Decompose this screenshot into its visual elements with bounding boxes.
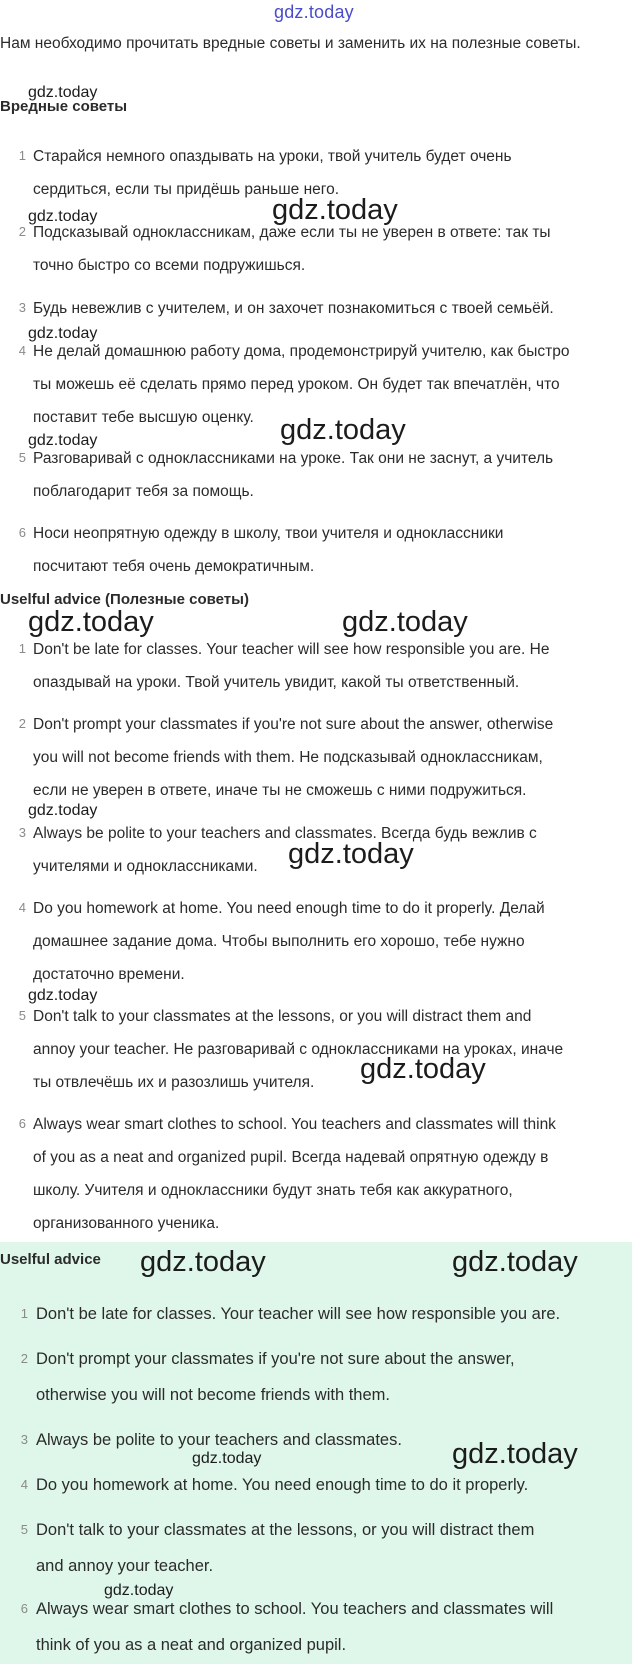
item-number: 5 (18, 1008, 26, 1023)
watermark: gdz.today (28, 802, 98, 819)
watermark: gdz.today (28, 325, 98, 342)
watermark: gdz.today (28, 606, 154, 638)
item-number: 5 (20, 1522, 28, 1537)
watermark: gdz.today (28, 432, 98, 449)
item-number: 1 (18, 148, 26, 163)
item-text: Do you homework at home. You need enough time to do it properly. (36, 1476, 529, 1494)
item-text: Don't be late for classes. Your teacher will see how responsible you are. Не опаздывай на уроки. Твой учитель увидит, какой ты ответственный. (33, 641, 550, 691)
item-text: Разговаривай с одноклассниками на уроке. Так они не заснут, а учитель поблагодарит тебя за помощь. (33, 450, 554, 500)
section-answer-title: Uselful advice (0, 1251, 101, 1268)
intro-text: Нам необходимо прочитать вредные советы и заменить их на полезные советы. (0, 35, 581, 52)
watermark: gdz.today (360, 1053, 486, 1085)
watermark: gdz.today (140, 1246, 266, 1278)
site-logo[interactable]: gdz.today (274, 2, 354, 22)
item-number: 4 (20, 1477, 28, 1492)
watermark: gdz.today (28, 84, 98, 101)
item-number: 2 (18, 224, 26, 239)
watermark: gdz.today (28, 208, 98, 225)
item-number: 3 (20, 1432, 28, 1447)
item-number: 6 (20, 1601, 28, 1616)
item-text: Always be polite to your teachers and classmates. (36, 1431, 402, 1449)
watermark: gdz.today (280, 414, 406, 446)
item-text: Don't talk to your classmates at the lessons, or you will distract them and annoy your teacher. Не разговаривай с одноклассниками на уроках, иначе ты отвлечёшь их и разозлишь учителя. (33, 1008, 564, 1091)
watermark: gdz.today (342, 606, 468, 638)
section-harmful-title: Вредные советы (0, 98, 128, 115)
item-number: 2 (20, 1351, 28, 1366)
item-number: 6 (18, 1116, 26, 1131)
watermark: gdz.today (28, 987, 98, 1004)
item-text: Always be polite to your teachers and classmates. Всегда будь вежлив с учителями и одноклассниками. (33, 825, 537, 875)
watermark: gdz.today (104, 1582, 174, 1599)
item-text: Always wear smart clothes to school. You teachers and classmates will think of you as a neat and organized pupil. Всегда надевай опрятную одежду в школу. Учителя и одноклассники будут знать тебя как аккуратного, организованного ученика. (33, 1116, 556, 1232)
section-useful-title: Uselful advice (Полезные советы) (0, 591, 249, 608)
item-number: 1 (18, 641, 26, 656)
item-text: Don't prompt your classmates if you're not sure about the answer, otherwise you will not become friends with them. Не подсказывай одноклассникам, если не уверен в ответе, иначе ты не сможешь с ними подружиться. (33, 716, 554, 799)
item-text: Носи неопрятную одежду в школу, твои учителя и одноклассники посчитают тебя очень демократичным. (33, 525, 504, 575)
watermark: gdz.today (452, 1438, 578, 1470)
item-text: Don't be late for classes. Your teacher will see how responsible you are. (36, 1305, 561, 1323)
item-number: 1 (20, 1306, 28, 1321)
item-number: 3 (18, 825, 26, 840)
item-text: Старайся немного опаздывать на уроки, твой учитель будет очень сердиться, если ты придёшь раньше него. (33, 148, 512, 198)
watermark: gdz.today (452, 1246, 578, 1278)
item-text: Don't talk to your classmates at the lessons, or you will distract them and annoy your teacher. (36, 1521, 535, 1575)
item-number: 3 (18, 300, 26, 315)
item-text: Будь невежлив с учителем, и он захочет познакомиться с твоей семьёй. (33, 300, 554, 317)
item-number: 4 (18, 343, 26, 358)
item-text: Don't prompt your classmates if you're not sure about the answer, otherwise you will not become friends with them. (36, 1350, 515, 1404)
watermark: gdz.today (288, 838, 414, 870)
item-text: Do you homework at home. You need enough time to do it properly. Делай домашнее задание дома. Чтобы выполнить его хорошо, тебе нужно достаточно времени. (33, 900, 545, 983)
item-number: 2 (18, 716, 26, 731)
item-text: Always wear smart clothes to school. You teachers and classmates will think of you as a neat and organized pupil. (36, 1600, 554, 1654)
watermark: gdz.today (272, 194, 398, 226)
item-number: 5 (18, 450, 26, 465)
watermark: gdz.today (192, 1450, 262, 1467)
item-text: Не делай домашнюю работу дома, продемонстрируй учителю, как быстро ты можешь её сделать прямо перед уроком. Он будет так впечатлён, что поставит тебе высшую оценку. (33, 343, 570, 426)
item-text: Подсказывай одноклассникам, даже если ты не уверен в ответе: так ты точно быстро со всеми подружишься. (33, 224, 551, 274)
item-number: 4 (18, 900, 26, 915)
item-number: 6 (18, 525, 26, 540)
